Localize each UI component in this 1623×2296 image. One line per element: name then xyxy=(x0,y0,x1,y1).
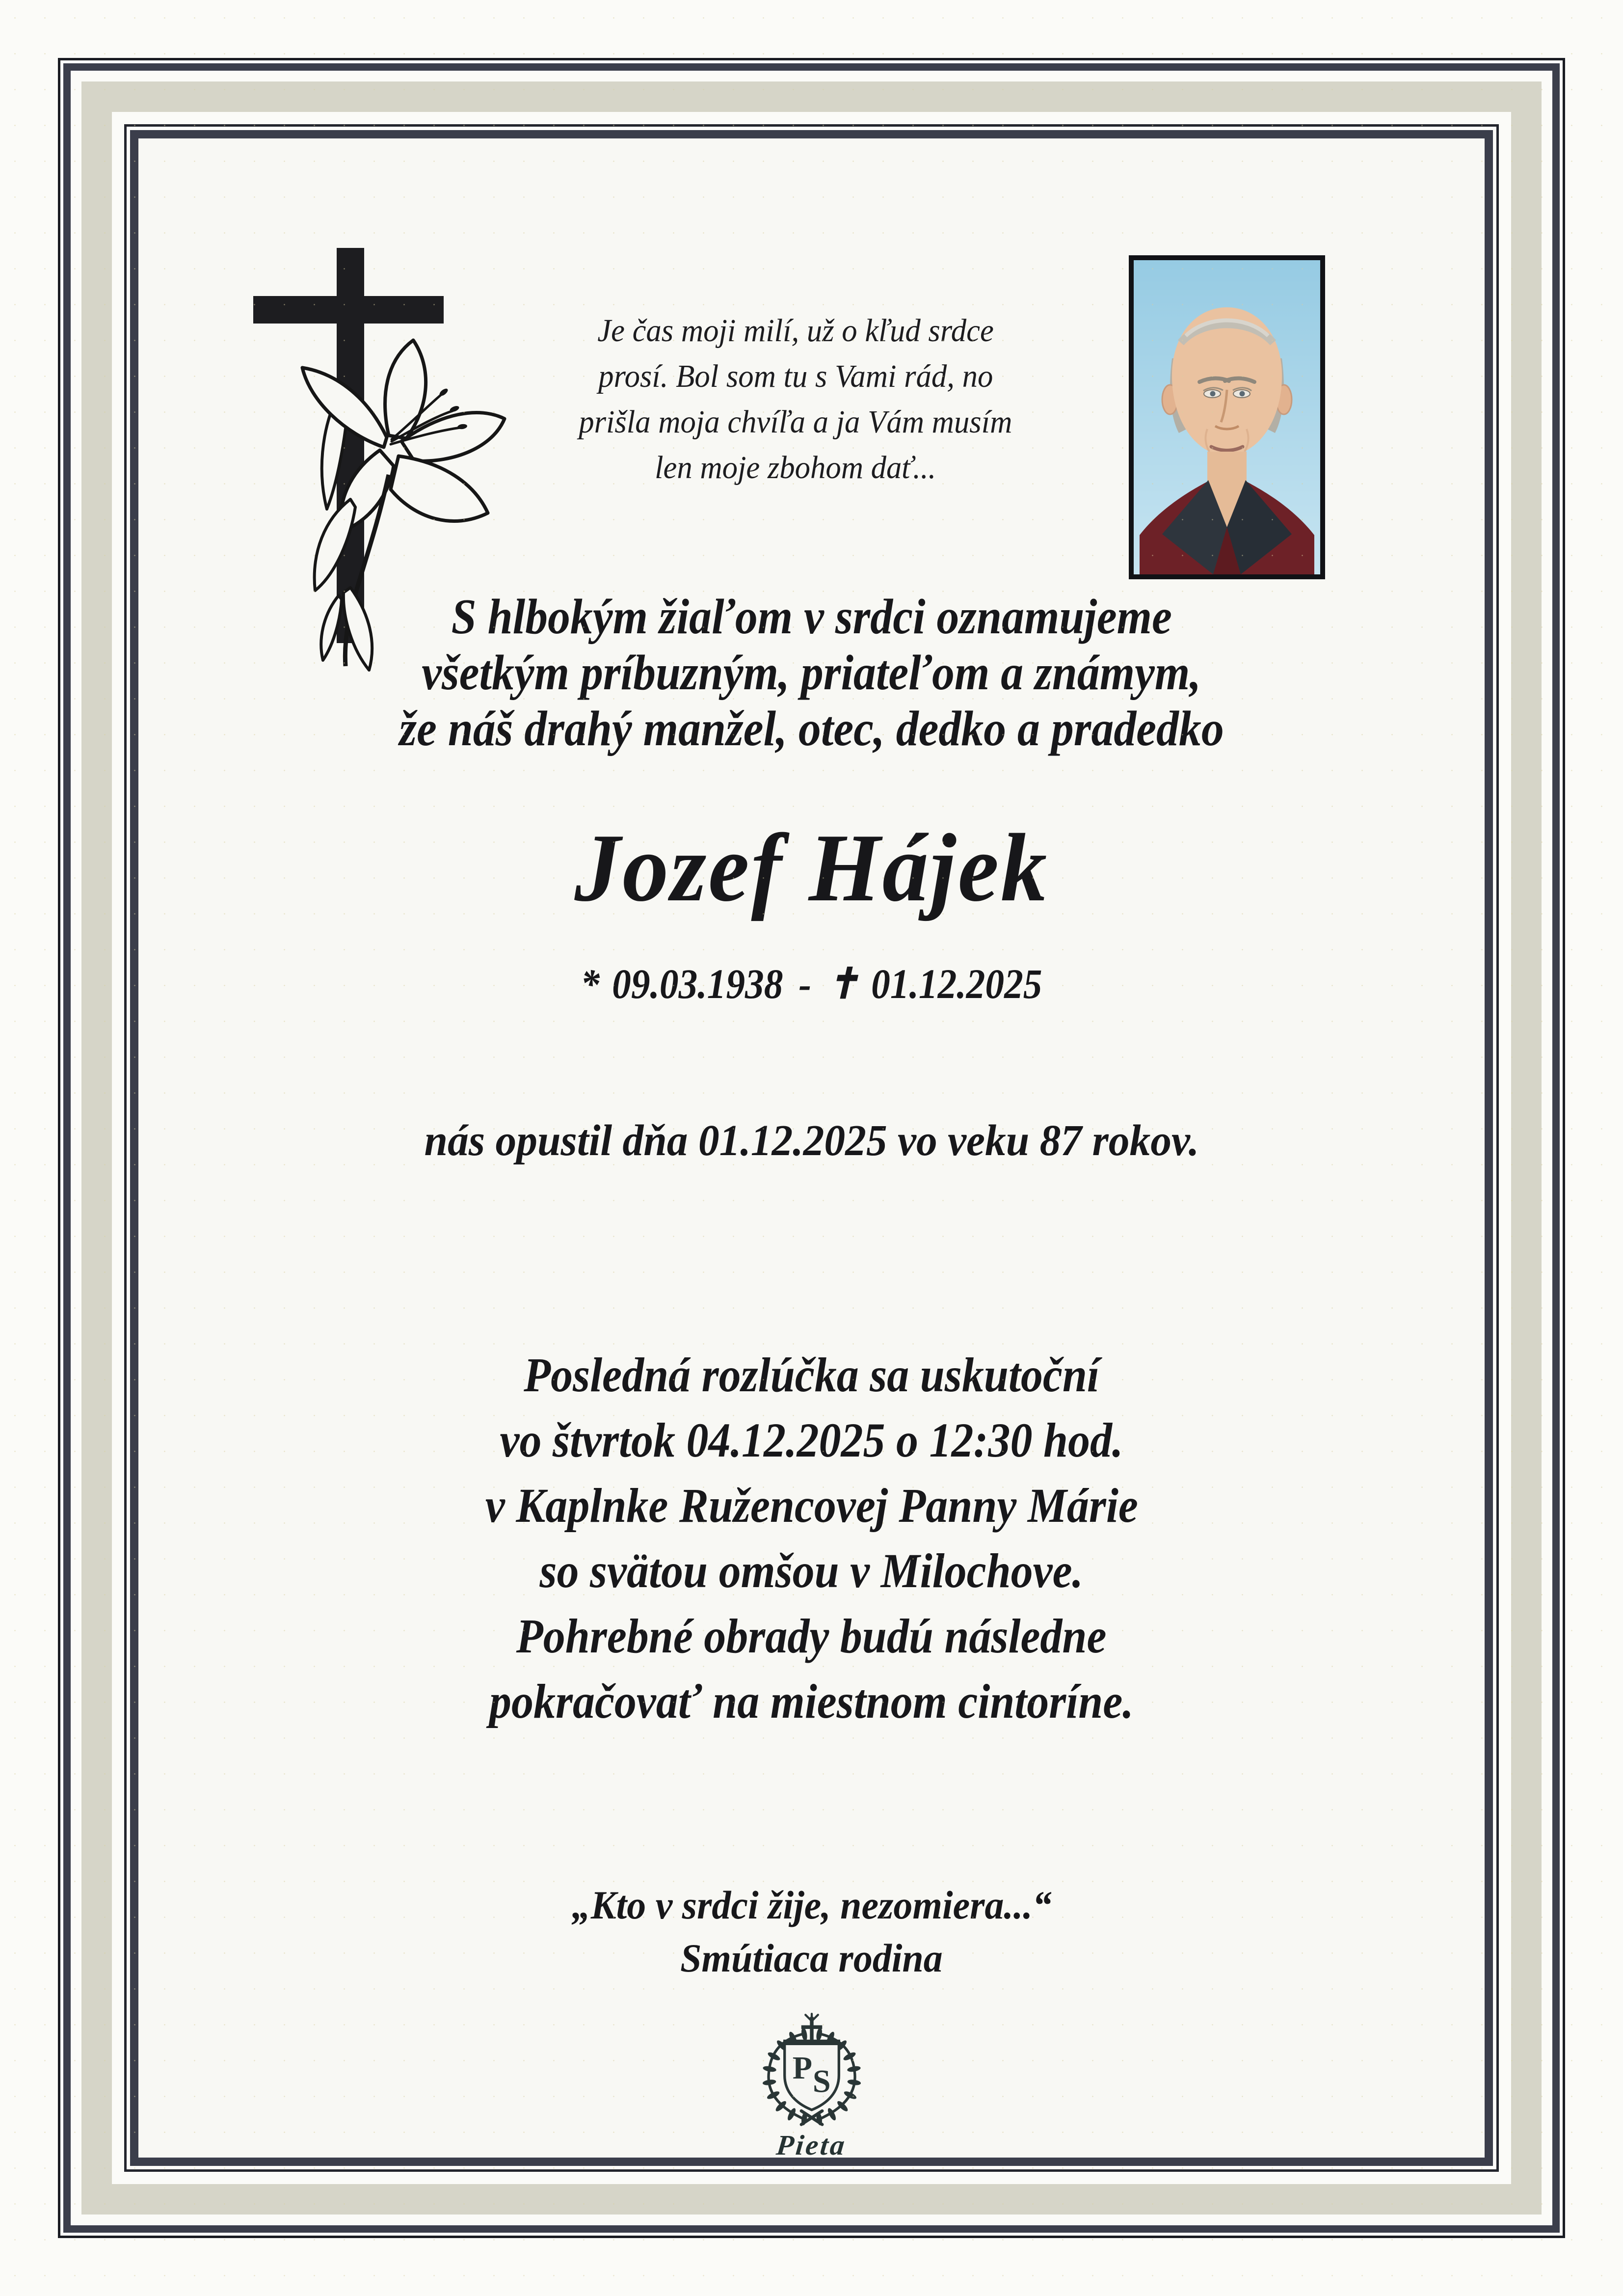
funeral-line: Posledná rozlúčka sa uskutoční xyxy=(524,1348,1099,1402)
passing-line: nás opustil dňa 01.12.2025 vo veku 87 rokov. xyxy=(424,1116,1199,1165)
shield-icon xyxy=(784,2041,839,2109)
frame-outer-band xyxy=(63,63,1560,2233)
born-symbol: * xyxy=(581,960,600,1007)
poem-line: Je čas moji milí, už o kľud srdce xyxy=(597,313,994,349)
life-dates xyxy=(138,959,1485,1008)
death-date: 01.12.2025 xyxy=(871,960,1042,1007)
poem-line: prišla moja chvíľa a ja Vám musím xyxy=(579,404,1012,440)
portrait-photo xyxy=(1129,255,1325,579)
frame-outer-line xyxy=(58,58,1565,2238)
card-content xyxy=(138,138,1485,2161)
poem-line: prosí. Bol som tu s Vami rád, no xyxy=(598,358,993,394)
announcement-line: S hlbokým žiaľom v srdci oznamujeme xyxy=(451,589,1172,645)
funeral-line: Pohrebné obrady budú následne xyxy=(516,1609,1107,1663)
funeral-line: v Kaplnke Ružencovej Panny Márie xyxy=(485,1478,1138,1533)
funeral-line: so svätou omšou v Milochove. xyxy=(539,1543,1084,1598)
birth-date: 09.03.1938 xyxy=(612,960,783,1007)
frame-beige-band xyxy=(81,81,1542,2215)
deceased-name: Jozef Hájek xyxy=(574,814,1049,921)
announcement-line: že náš drahý manžel, otec, dedko a pradedko xyxy=(399,701,1224,756)
pieta-logo-icon xyxy=(754,2013,870,2128)
funeral-line: vo štvrtok 04.12.2025 o 12:30 hod. xyxy=(500,1413,1123,1467)
farewell-poem xyxy=(477,308,1115,490)
portrait-image xyxy=(1134,260,1320,574)
logo-caption: Pieta xyxy=(774,2129,849,2161)
funeral-line: pokračovať na miestnom cintoríne. xyxy=(489,1674,1134,1729)
dates-separator: - xyxy=(798,960,812,1007)
frame-inner-band xyxy=(130,130,1493,2166)
closing-block xyxy=(138,1879,1485,1985)
poem-line: len moje zbohom dať... xyxy=(655,450,936,486)
announcement-text xyxy=(138,589,1485,757)
frame-inner-line xyxy=(124,124,1499,2172)
mourning-family: Smútiaca rodina xyxy=(680,1936,943,1980)
memorial-quote: „Kto v srdci žije, nezomiera...“ xyxy=(571,1883,1052,1927)
monogram-s: S xyxy=(812,2063,831,2100)
funeral-details xyxy=(138,1342,1485,1734)
monogram-p: P xyxy=(792,2050,812,2086)
announcement-line: všetkým príbuzným, priateľom a známym, xyxy=(422,645,1201,701)
died-cross-symbol: ✝ xyxy=(827,960,859,1007)
pieta-logo xyxy=(138,2013,1485,2161)
